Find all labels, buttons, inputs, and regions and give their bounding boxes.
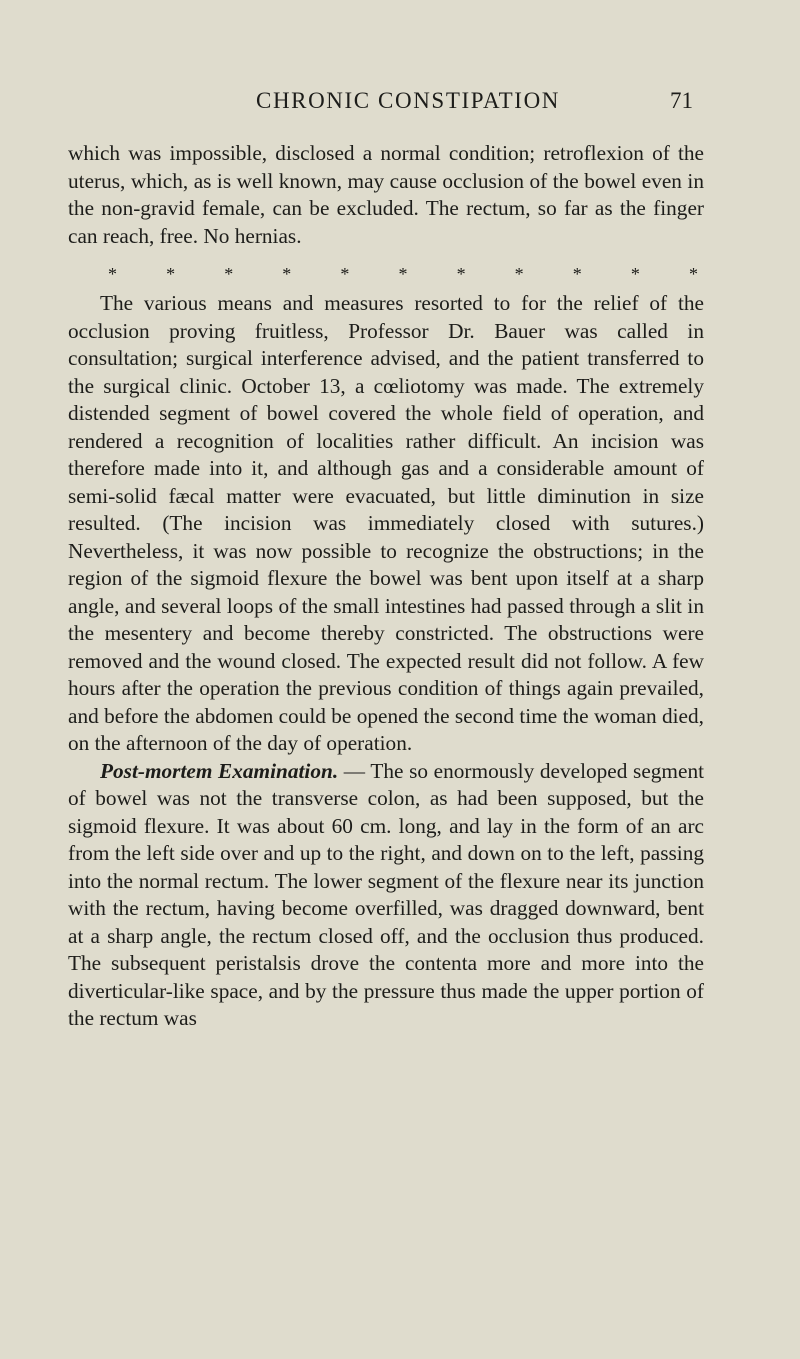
paragraph-post-mortem <box>68 758 704 1033</box>
post-mortem-heading: Post-mortem Examination. <box>100 758 339 783</box>
section-break-star: * <box>340 264 350 284</box>
section-break-star: * <box>282 264 292 284</box>
section-break-star: * <box>456 264 466 284</box>
section-break-star: * <box>514 264 524 284</box>
body-text <box>68 140 704 1033</box>
post-mortem-text: — The so enormously developed segment of bowel was not the transverse colon, as had been supposed, but the sigmoid flexure. It was about 60 cm. long, and lay in the form of an arc from the left side over and up to the right, and down on to the left, passing into the normal rectum. The lower segment of the flexure near its junction with the rectum, having become overfilled, was dragged downward, bent at a sharp angle, the rectum closed off, and the occlusion thus produced. The subsequent peristalsis drove the contenta more and more into the diverticular-like space, and by the pressure thus made the upper portion of the rectum was <box>68 758 705 1030</box>
section-break-star: * <box>630 264 640 284</box>
page-header <box>0 88 800 120</box>
page-number: 71 <box>670 88 693 113</box>
paragraph-operation: The various means and measures resorted to for the relief of the occlusion proving fruitless, Professor Dr. Bauer was called in consultation; surgical interference advised, and the patient transferred to the surgical clinic. October 13, a cœliotomy was made. The extremely distended segment of bowel covered the whole field of operation, and rendered a recognition of localities rather difficult. An incision was therefore made into it, and although gas and a considerable amount of semi-solid fæcal matter were evacuated, but little diminution in size resulted. (The incision was immediately closed with sutures.) Nevertheless, it was now possible to recognize the obstructions; in the region of the sigmoid flexure the bowel was bent upon itself at a sharp angle, and several loops of the small intestines had passed through a slit in the mesentery and become thereby constricted. The obstructions were removed and the wound closed. The expected result did not follow. A few hours after the operation the previous condition of things again prevailed, and before the abdomen could be opened the second time the woman died, on the afternoon of the day of operation. <box>68 291 704 755</box>
section-break-star: * <box>224 264 234 284</box>
section-break-star: * <box>398 264 408 284</box>
running-title: CHRONIC CONSTIPATION <box>256 88 560 113</box>
section-break-star: * <box>108 264 117 284</box>
section-break <box>68 250 704 290</box>
section-break-star: * <box>572 264 582 284</box>
section-break-star: * <box>688 264 698 284</box>
paragraph-continued: which was impossible, disclosed a normal condition; retroflexion of the uterus, which, as is well known, may cause occlusion of the bowel even in the non-gravid female, can be excluded. The rectum, so far as the finger can reach, free. No hernias. <box>68 141 704 248</box>
section-break-star: * <box>166 264 176 284</box>
